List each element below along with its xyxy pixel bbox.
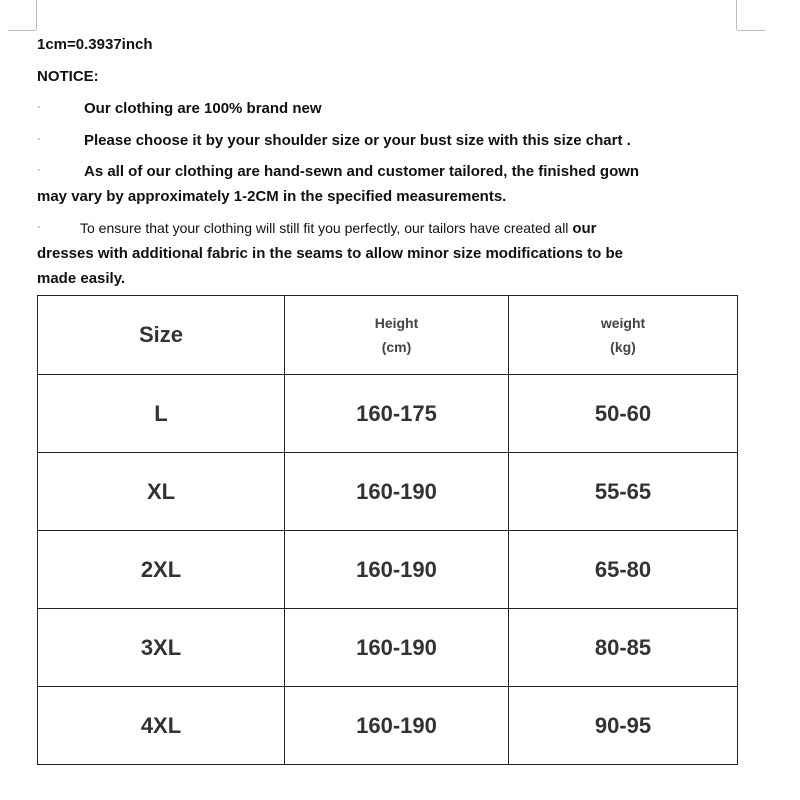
notice-item-fabric-line-3: made easily.	[37, 270, 126, 287]
header-height-cell	[285, 296, 509, 375]
header-weight-unit: (kg)	[610, 339, 636, 355]
height-cell: 160-190	[356, 478, 437, 504]
weight-cell: 65-80	[594, 556, 652, 582]
unit-conversion-text: 1cm=0.3937inch	[37, 36, 153, 53]
height-cell: 160-175	[356, 400, 437, 426]
corner-mark-top-left-vertical	[36, 0, 37, 30]
weight-cell: 90-95	[594, 712, 652, 738]
notice-item-fabric-line-1	[80, 220, 596, 237]
header-size-cell	[38, 296, 285, 375]
weight-cell: 80-85	[594, 634, 652, 660]
corner-mark-top-right-horizontal	[737, 30, 765, 31]
height-cell: 160-190	[356, 712, 437, 738]
bullet-3: ·	[37, 164, 41, 176]
size-cell: 3XL	[140, 634, 182, 660]
notice-item-fabric-line-1-tail: our	[572, 220, 597, 237]
header-height-unit: (cm)	[381, 339, 412, 355]
notice-item-fabric-line-2: dresses with additional fabric in the seams to allow minor size modifications to be	[37, 245, 623, 262]
size-chart-header-row	[38, 296, 738, 375]
notice-item-brand-new: Our clothing are 100% brand new	[84, 100, 322, 117]
bullet-4: ·	[37, 221, 41, 233]
table-row	[38, 687, 738, 765]
size-cell: 2XL	[140, 556, 182, 582]
height-cell: 160-190	[356, 556, 437, 582]
size-chart-table	[37, 295, 738, 765]
header-height-label: Height	[374, 315, 419, 331]
weight-cell: 55-65	[594, 478, 652, 504]
corner-mark-top-right-vertical	[736, 0, 737, 30]
table-row	[38, 375, 738, 453]
notice-item-fabric-line-1-text: To ensure that your clothing will still fit you perfectly, our tailors have created all	[80, 220, 569, 236]
table-row	[38, 531, 738, 609]
height-cell: 160-190	[356, 634, 437, 660]
weight-cell: 50-60	[594, 400, 652, 426]
notice-title: NOTICE:	[37, 68, 99, 85]
notice-item-hand-sewn-line-1: As all of our clothing are hand-sewn and customer tailored, the finished gown	[84, 163, 640, 180]
size-cell: XL	[146, 478, 176, 504]
notice-item-choose-size: Please choose it by your shoulder size or your bust size with this size chart .	[84, 132, 631, 149]
notice-item-hand-sewn-line-2: may vary by approximately 1-2CM in the specified measurements.	[37, 188, 507, 205]
bullet-1: ·	[37, 101, 41, 113]
table-row	[38, 609, 738, 687]
header-weight-label: weight	[600, 315, 646, 331]
table-row	[38, 453, 738, 531]
corner-mark-top-left-horizontal	[8, 30, 36, 31]
header-size-label: Size	[138, 322, 184, 347]
bullet-2: ·	[37, 133, 41, 145]
size-cell: L	[154, 400, 168, 426]
size-cell: 4XL	[140, 712, 182, 738]
header-weight-cell	[509, 296, 738, 375]
